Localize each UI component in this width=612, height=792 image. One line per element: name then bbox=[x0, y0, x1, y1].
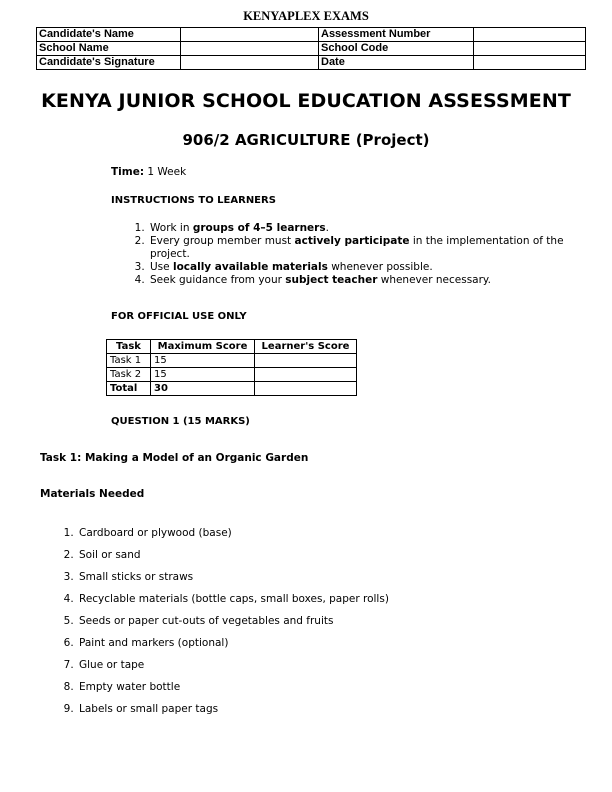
list-item: 2. Every group member must actively participate in the implementation of the project. bbox=[148, 235, 598, 261]
list-item: 1. Work in groups of 4–5 learners. bbox=[148, 222, 598, 235]
school-code-label: School Code bbox=[319, 42, 474, 56]
school-name-field bbox=[181, 42, 319, 56]
table-row bbox=[37, 42, 586, 56]
candidate-signature-field bbox=[181, 56, 319, 70]
table-row bbox=[37, 28, 586, 42]
list-item: 1. Cardboard or plywood (base) bbox=[77, 522, 597, 544]
list-item: 5. Seeds or paper cut-outs of vegetables and fruits bbox=[77, 610, 597, 632]
instructions-heading: INSTRUCTIONS TO LEARNERS bbox=[111, 195, 276, 206]
table-cell: Task 1 bbox=[107, 354, 151, 368]
table-cell bbox=[255, 368, 357, 382]
question-heading: QUESTION 1 (15 MARKS) bbox=[111, 416, 250, 427]
school-name-label: School Name bbox=[37, 42, 181, 56]
materials-list bbox=[59, 522, 597, 720]
column-header: Learner's Score bbox=[255, 340, 357, 354]
candidate-signature-label: Candidate's Signature bbox=[37, 56, 181, 70]
table-row bbox=[37, 56, 586, 70]
time-label: Time: bbox=[111, 166, 145, 178]
date-label: Date bbox=[319, 56, 474, 70]
table-row bbox=[107, 382, 357, 396]
score-table bbox=[106, 339, 357, 396]
list-item: 9. Labels or small paper tags bbox=[77, 698, 597, 720]
column-header: Maximum Score bbox=[151, 340, 255, 354]
list-item: 3. Use locally available materials whenever possible. bbox=[148, 261, 598, 274]
list-item: 6. Paint and markers (optional) bbox=[77, 632, 597, 654]
table-cell: Total bbox=[107, 382, 151, 396]
list-item: 8. Empty water bottle bbox=[77, 676, 597, 698]
list-item: 4. Recyclable materials (bottle caps, small boxes, paper rolls) bbox=[77, 588, 597, 610]
assessment-number-field bbox=[474, 28, 586, 42]
exam-header: KENYAPLEX EXAMS bbox=[243, 9, 369, 23]
list-item: 3. Small sticks or straws bbox=[77, 566, 597, 588]
time-allowed bbox=[111, 166, 186, 178]
instructions-list bbox=[130, 222, 598, 287]
candidate-name-field bbox=[181, 28, 319, 42]
table-cell: 30 bbox=[151, 382, 255, 396]
table-header-row bbox=[107, 340, 357, 354]
candidate-details-table bbox=[36, 27, 586, 70]
column-header: Task bbox=[107, 340, 151, 354]
list-item: 2. Soil or sand bbox=[77, 544, 597, 566]
time-value: 1 Week bbox=[144, 166, 187, 178]
table-cell: 15 bbox=[151, 368, 255, 382]
candidate-name-label: Candidate's Name bbox=[37, 28, 181, 42]
school-code-field bbox=[474, 42, 586, 56]
materials-heading: Materials Needed bbox=[40, 488, 145, 500]
official-use-heading: FOR OFFICIAL USE ONLY bbox=[111, 311, 247, 322]
table-cell: Task 2 bbox=[107, 368, 151, 382]
paper-subtitle: 906/2 AGRICULTURE (Project) bbox=[182, 131, 430, 149]
table-cell: 15 bbox=[151, 354, 255, 368]
list-item: 4. Seek guidance from your subject teacher whenever necessary. bbox=[148, 274, 598, 287]
task-heading: Task 1: Making a Model of an Organic Garden bbox=[40, 452, 309, 464]
table-cell bbox=[255, 382, 357, 396]
assessment-number-label: Assessment Number bbox=[319, 28, 474, 42]
date-field bbox=[474, 56, 586, 70]
table-row bbox=[107, 354, 357, 368]
list-item: 7. Glue or tape bbox=[77, 654, 597, 676]
table-row bbox=[107, 368, 357, 382]
page-title: KENYA JUNIOR SCHOOL EDUCATION ASSESSMENT bbox=[41, 90, 571, 112]
table-cell bbox=[255, 354, 357, 368]
